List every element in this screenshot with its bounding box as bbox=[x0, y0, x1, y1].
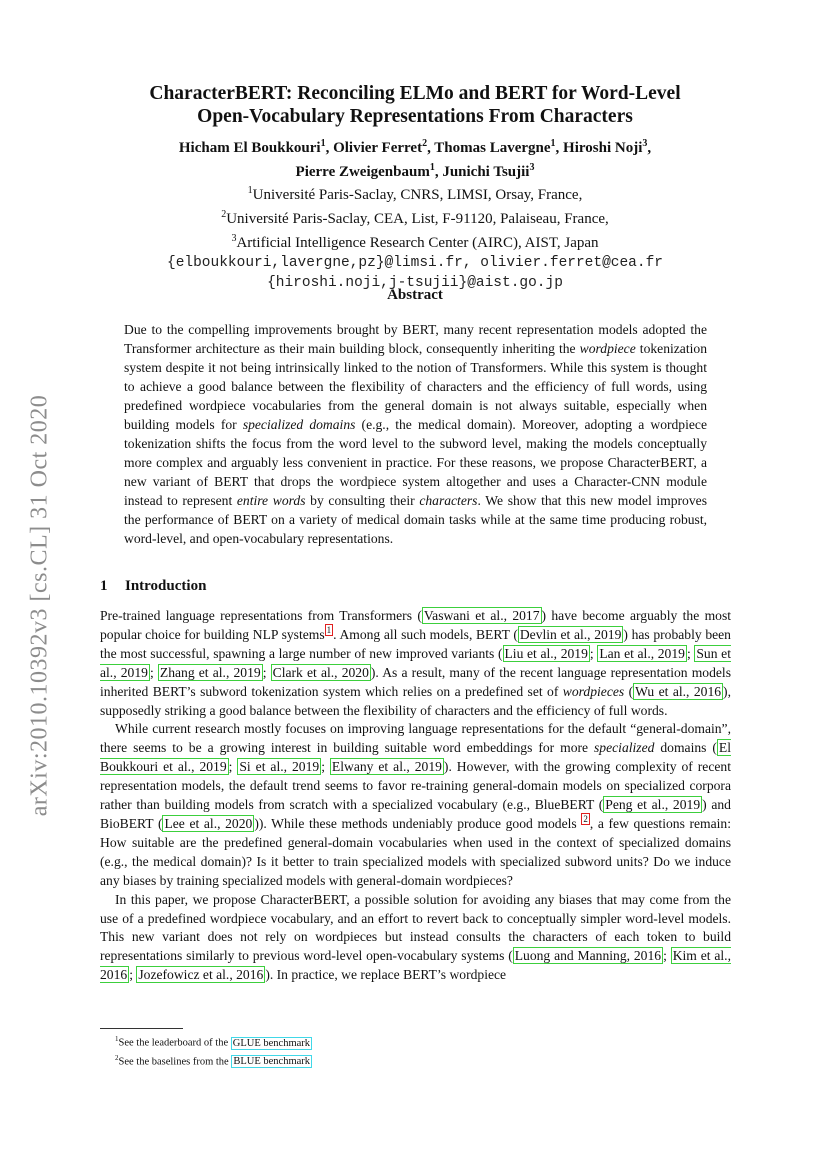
section-title: Introduction bbox=[125, 578, 207, 594]
footnote: $^2$See the baselines from the BLUE benchmark bbox=[115, 1053, 311, 1067]
citation-link[interactable]: Liu et al., 2019 bbox=[504, 645, 588, 661]
paper-title bbox=[100, 82, 730, 128]
citation-link[interactable]: Si et al., 2019 bbox=[239, 759, 320, 775]
citation-link[interactable]: Zhang et al., 2019 bbox=[159, 664, 261, 680]
paragraph: While current research mostly focuses on improving language representations for the default “general-domain”, there seems to be a growing interest in building suitable word embeddings for more specialized domains ( El Boukkouri et al., 2019 ; Si et al., 2019 ; Elwany et al., 2019 ). However, with the growing complexity of recent representation models, the default trend seems to favor re-training general-domain models on specialized corpora rather than building models from scratch with a specialized vocabulary (e.g., BlueBERT ( Peng et al., 2019 ) and BioBERT ( Lee et al., 2020 )). While these methods undeniably produce good models $^2$ , a few questions remain: How suitable are the predefined general-domain vocabularies when used in the context of specialized domains (e.g., the medical domain)? Is it better to train specialized models with specialized subword units? Do we induce any biases by training specialized models with general-domain wordpieces? bbox=[100, 721, 732, 888]
blue-benchmark-link[interactable]: BLUE benchmark bbox=[233, 1056, 311, 1067]
citation-link[interactable]: Luong and Manning, 2016 bbox=[514, 948, 662, 964]
paragraph: Pre-trained language representations from Transformers ( Vaswani et al., 2017 ) have become arguably the most popular choice for building NLP systems $^1$ . Among all such models, BERT ( Devlin et al., 2019 ) has probably been the most successful, spawning a large number of new improved variants ( Liu et al., 2019 ; Lan et al., 2019 ; Sun et al., 2019 ; Zhang et al., 2019 ; Clark et al., 2020 ). As a result, many of the recent language representation models inherited BERT’s subword tokenization system which relies on a predefined set of wordpieces ( Wu et al., 2016 ), supposedly striking a good balance between the flexibility of characters and the efficiency of full words. bbox=[100, 608, 732, 718]
paragraph: In this paper, we propose CharacterBERT, a possible solution for avoiding any biases that may come from the use of a predefined wordpiece vocabulary, and an effort to revert back to conceptually simpler word-level models. This new variant does not rely on wordpieces but instead consults the characters of each token to build representations similarly to previous word-level open-vocabulary systems ( Luong and Manning, 2016 ; Kim et al., 2016 ; Jozefowicz et al., 2016 ). In practice, we replace BERT’s wordpiece bbox=[100, 891, 731, 983]
citation-link[interactable]: Elwany et al., 2019 bbox=[331, 759, 442, 775]
citation-link[interactable]: Jozefowicz et al., 2016 bbox=[138, 967, 264, 983]
citation-link[interactable]: Lan et al., 2019 bbox=[599, 645, 685, 661]
email-line: {elboukkouri,lavergne,pz}@limsi.fr, olivier.ferret@cea.fr bbox=[167, 255, 663, 271]
section-number: 1 bbox=[100, 578, 108, 594]
title-line-1: CharacterBERT: Reconciling ELMo and BERT for Word-Level bbox=[149, 83, 681, 104]
arxiv-id: arXiv:2010.10392v3 [cs.CL] 31 Oct 2020 bbox=[26, 394, 53, 816]
author: Olivier Ferret bbox=[333, 140, 423, 156]
author: Hicham El Boukkouri bbox=[178, 140, 321, 156]
footnote-link[interactable]: 1 bbox=[326, 625, 332, 636]
citation-link[interactable]: Clark et al., 2020 bbox=[272, 664, 369, 680]
footnote: $^1$See the leaderboard of the GLUE benchmark bbox=[115, 1035, 311, 1049]
introduction-body bbox=[100, 607, 731, 985]
section-heading bbox=[100, 578, 206, 595]
title-line-2: Open-Vocabulary Representations From Characters bbox=[197, 106, 633, 127]
author: Thomas Lavergne bbox=[434, 140, 551, 156]
affiliations bbox=[100, 181, 730, 293]
glue-benchmark-link[interactable]: GLUE benchmark bbox=[232, 1037, 311, 1049]
author: Hiroshi Noji bbox=[563, 140, 643, 156]
citation-link[interactable]: Kim et al., 2016 bbox=[100, 948, 731, 983]
citation-link[interactable]: El Boukkouri et al., 2019 bbox=[100, 740, 732, 775]
abstract-heading: Abstract bbox=[387, 287, 443, 303]
citation-link[interactable]: Lee et al., 2020 bbox=[164, 815, 253, 831]
footnote-divider bbox=[100, 1028, 183, 1029]
citation-link[interactable]: Sun et al., 2019 bbox=[100, 645, 731, 680]
citation-link[interactable]: Wu et al., 2016 bbox=[635, 683, 722, 699]
footnote-link[interactable]: 2 bbox=[583, 814, 588, 825]
citation-link[interactable]: Vaswani et al., 2017 bbox=[423, 608, 540, 623]
affiliation: $^2$Université Paris-Saclay, CEA, List, F-91120, Palaiseau, France, bbox=[221, 209, 609, 227]
email-line: {hiroshi.noji,j-tsujii}@aist.go.jp bbox=[267, 275, 563, 291]
footnotes bbox=[115, 1032, 312, 1069]
author: Pierre Zweigenbaum bbox=[295, 164, 430, 180]
author-list: Hicham El Boukkouri$^1$, Olivier Ferret$^2$, Thomas Lavergne$^1$, Hiroshi Noji$^3$, Pierre Zweigenbaum$^1$, Junichi Tsujii$^3$ bbox=[178, 138, 652, 180]
citation-link[interactable]: Peng et al., 2019 bbox=[605, 797, 701, 813]
citation-link[interactable]: Devlin et al., 2019 bbox=[519, 626, 622, 642]
abstract-body: Due to the compelling improvements brought by BERT, many recent representation models adopted the Transformer architecture as their main building block, consequently inheriting the wordpiece tokenization system despite it not being intrinsically linked to the notion of Transformers. While this system is thought to achieve a good balance between the flexibility of characters and the efficiency of full words, using predefined wordpiece vocabularies from the general domain is not always suitable, especially when building models for specialized domains (e.g., the medical domain). Moreover, adopting a wordpiece tokenization shifts the focus from the word level to the subword level, making the models conceptually more complex and arguably less convenient in practice. For these reasons, we propose CharacterBERT, a new variant of BERT that drops the wordpiece system altogether and uses a Character-CNN module instead to represent entire words by consulting their characters. We show that this new model improves the performance of BERT on a variety of medical domain tasks while at the same time producing robust, word-level, and open-vocabulary representations. bbox=[124, 322, 707, 546]
author: Junichi Tsujii bbox=[442, 164, 530, 180]
arxiv-stamp bbox=[20, 360, 60, 850]
affiliation: $^1$Université Paris-Saclay, CNRS, LIMSI, Orsay, France, bbox=[247, 185, 583, 203]
affiliation: $^3$Artificial Intelligence Research Center (AIRC), AIST, Japan bbox=[231, 233, 599, 251]
